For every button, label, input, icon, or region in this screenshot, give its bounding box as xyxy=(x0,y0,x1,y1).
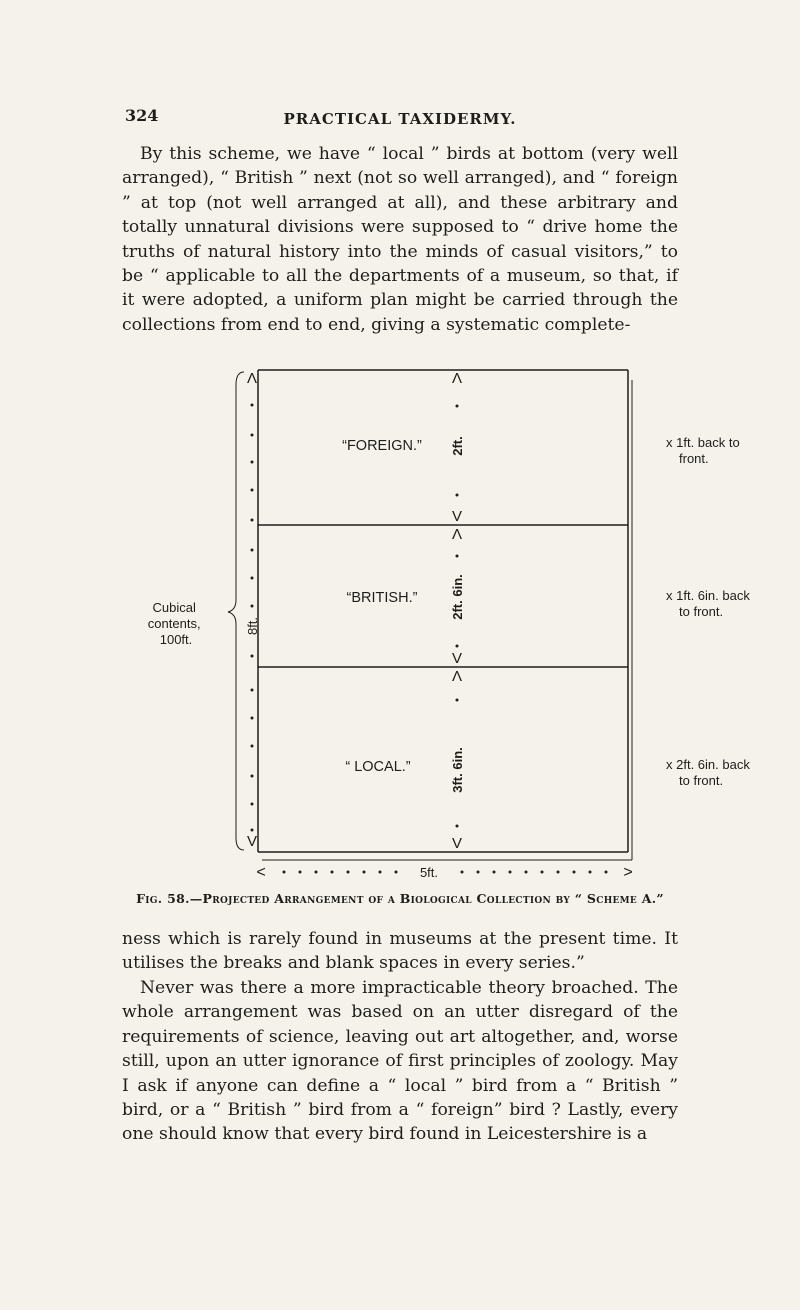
height-british: 2ft. 6in. xyxy=(450,574,465,620)
height-local: 3ft. 6in. xyxy=(450,747,465,793)
depth-foreign: x 1ft. back to front. xyxy=(666,435,740,466)
label-local: “ LOCAL.” xyxy=(345,759,411,775)
svg-text:Λ: Λ xyxy=(246,370,258,387)
dim-foreign xyxy=(450,370,465,525)
depth-local: x 2ft. 6in. back to front. xyxy=(666,757,750,788)
svg-text:V: V xyxy=(246,833,258,850)
svg-text:Λ: Λ xyxy=(451,370,463,387)
dim-british xyxy=(450,526,465,667)
running-head: PRACTICAL TAXIDERMY. xyxy=(283,110,517,128)
paragraph-bottom-1: ness which is rarely found in museums at the present time. It utilises the breaks and blank spaces in every series.” xyxy=(122,929,678,974)
total-height-label: 8ft. xyxy=(245,616,260,636)
svg-text:>: > xyxy=(623,864,633,881)
svg-text:Λ: Λ xyxy=(451,668,463,685)
svg-text:V: V xyxy=(451,835,463,852)
label-foreign: “FOREIGN.” xyxy=(342,438,422,454)
height-foreign: 2ft. xyxy=(450,436,465,456)
label-british: “BRITISH.” xyxy=(346,590,418,606)
svg-text:V: V xyxy=(451,508,463,525)
svg-text:V: V xyxy=(451,650,463,667)
depth-british: x 1ft. 6in. back to front. xyxy=(666,588,750,619)
svg-text:Λ: Λ xyxy=(451,526,463,543)
page-number: 324 xyxy=(125,106,159,125)
width-label: 5ft. xyxy=(419,865,439,880)
cubical-label: Cubical contents, 100ft. xyxy=(147,600,201,647)
paragraph-bottom-2: Never was there a more impracticable theory broached. The whole arrangement was based on an utter disregard of the requirements of science, leaving out art altogether, and, worse still, upon an utter ignorance of first principles of zoology. May I ask if anyone can define a “ local ” bird from a “ British ” bird, or a “ British ” bird from a “ foreign” bird ? Lastly, every one should know that every bird found in Leicestershire is a xyxy=(122,978,678,1145)
figure-caption: Fig. 58.—Projected Arrangement of a Biological Collection by “ Scheme A.” xyxy=(136,891,664,906)
svg-text:<: < xyxy=(256,864,266,881)
brace xyxy=(228,372,244,850)
paragraph-top: By this scheme, we have “ local ” birds at bottom (very well arranged), “ British ” next (not so well arranged), and “ foreign ” at top (not well arranged at all), and these arbitrary and totally unnatural divisions were supposed to “ drive home the truths of natural history into the minds of casual visitors,” to be “ applicable to all the departments of a museum, so that, if it were adopted, a uniform plan might be carried through the collections from end to end, giving a systematic complete- xyxy=(122,144,678,335)
dim-local xyxy=(450,668,465,852)
